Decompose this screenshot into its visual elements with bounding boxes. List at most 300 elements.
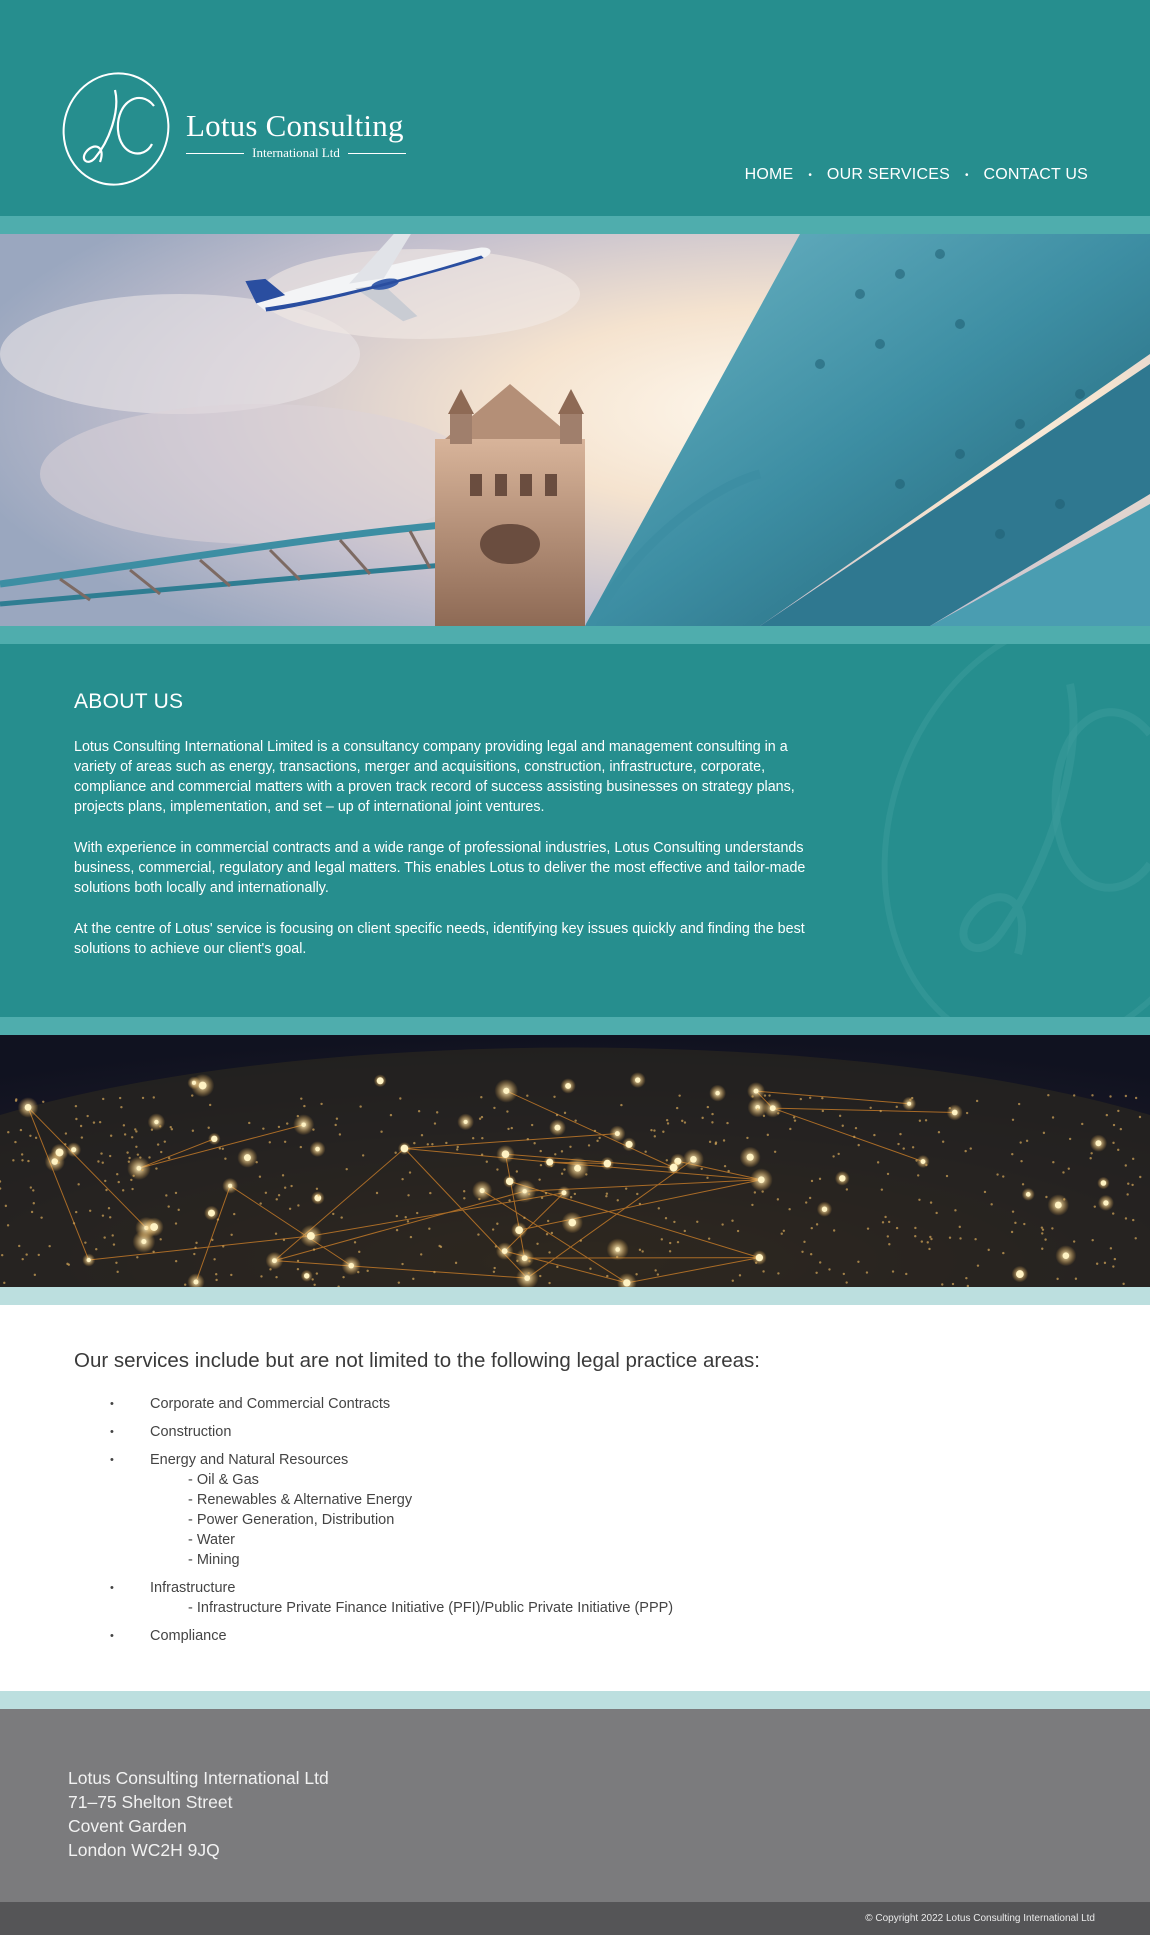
map-dot (556, 1266, 558, 1268)
map-dot (81, 1136, 83, 1138)
map-dot (492, 1228, 494, 1230)
map-dot (768, 1094, 770, 1096)
map-dot (151, 1129, 153, 1131)
divider-band (0, 216, 1150, 234)
map-dot (816, 1223, 818, 1225)
company-address (68, 1766, 329, 1862)
map-dot (783, 1230, 785, 1232)
map-dot (109, 1216, 111, 1218)
map-dot (103, 1236, 105, 1238)
map-dot (548, 1251, 550, 1253)
bullet-icon: • (110, 1454, 114, 1466)
map-dot (809, 1197, 811, 1199)
service-subitem: - Infrastructure Private Finance Initiative (PFI)/Public Private Initiative (PPP) (188, 1600, 674, 1616)
map-dot (949, 1107, 951, 1109)
map-dot (887, 1235, 889, 1237)
map-dot (269, 1141, 271, 1143)
network-node (568, 1219, 576, 1227)
service-label: Compliance (150, 1628, 227, 1644)
map-dot (1135, 1237, 1137, 1239)
map-dot (346, 1168, 348, 1170)
map-dot (684, 1230, 686, 1232)
map-dot (97, 1160, 99, 1162)
map-dot (1112, 1212, 1114, 1214)
map-dot (141, 1169, 143, 1171)
map-dot (570, 1196, 572, 1198)
map-dot (109, 1155, 111, 1157)
map-dot (636, 1193, 638, 1195)
map-dot (777, 1198, 779, 1200)
service-item (110, 1626, 673, 1646)
map-dot (739, 1274, 741, 1276)
map-dot (1056, 1278, 1058, 1280)
map-dot (233, 1213, 235, 1215)
map-dot (1041, 1226, 1043, 1228)
map-dot (1073, 1240, 1075, 1242)
map-dot (153, 1096, 155, 1098)
map-dot (455, 1262, 457, 1264)
map-dot (1125, 1217, 1127, 1219)
map-dot (99, 1121, 101, 1123)
map-dot (966, 1112, 968, 1114)
map-dot (131, 1136, 133, 1138)
map-dot (881, 1188, 883, 1190)
map-dot (282, 1174, 284, 1176)
map-dot (42, 1101, 44, 1103)
map-dot (1026, 1140, 1028, 1142)
map-dot (678, 1094, 680, 1096)
map-dot (126, 1151, 128, 1153)
map-dot (230, 1234, 232, 1236)
map-dot (380, 1131, 382, 1133)
service-subitem: - Renewables & Alternative Energy (188, 1492, 413, 1508)
map-dot (606, 1193, 608, 1195)
map-dot (540, 1164, 542, 1166)
map-dot (666, 1119, 668, 1121)
map-dot (130, 1179, 132, 1181)
map-dot (290, 1185, 292, 1187)
network-node (25, 1104, 32, 1111)
network-node (272, 1258, 277, 1263)
map-dot (803, 1241, 805, 1243)
map-dot (102, 1098, 104, 1100)
map-dot (1091, 1094, 1093, 1096)
map-dot (921, 1240, 923, 1242)
map-dot (259, 1175, 261, 1177)
map-dot (819, 1178, 821, 1180)
map-dot (157, 1143, 159, 1145)
map-dot (7, 1131, 9, 1133)
divider-band (0, 626, 1150, 644)
map-dot (65, 1132, 67, 1134)
address-line: Covent Garden (68, 1816, 187, 1836)
map-dot (120, 1106, 122, 1108)
map-dot (551, 1232, 553, 1234)
map-dot (108, 1207, 110, 1209)
map-dot (709, 1141, 711, 1143)
map-dot (1073, 1094, 1075, 1096)
map-dot (959, 1226, 961, 1228)
map-dot (677, 1241, 679, 1243)
map-dot (104, 1180, 106, 1182)
map-dot (887, 1173, 889, 1175)
network-node (561, 1190, 566, 1195)
map-dot (639, 1249, 641, 1251)
map-dot (721, 1223, 723, 1225)
map-dot (1117, 1149, 1119, 1151)
map-dot (755, 1262, 757, 1264)
map-dot (1063, 1198, 1065, 1200)
map-dot (589, 1268, 591, 1270)
map-dot (915, 1159, 917, 1161)
map-dot (142, 1097, 144, 1099)
network-node (522, 1189, 526, 1193)
map-dot (164, 1140, 166, 1142)
map-dot (822, 1110, 824, 1112)
map-dot (152, 1251, 154, 1253)
map-dot (669, 1250, 671, 1252)
map-dot (1106, 1114, 1108, 1116)
map-dot (884, 1216, 886, 1218)
map-dot (794, 1119, 796, 1121)
network-node (1103, 1200, 1108, 1205)
site-footer (0, 1709, 1150, 1902)
map-dot (574, 1193, 576, 1195)
map-dot (342, 1276, 344, 1278)
map-dot (118, 1181, 120, 1183)
service-subitem: - Oil & Gas (188, 1472, 259, 1488)
map-dot (1012, 1119, 1014, 1121)
map-dot (405, 1216, 407, 1218)
network-node (952, 1110, 958, 1116)
map-dot (66, 1263, 68, 1265)
network-node (506, 1178, 514, 1186)
map-dot (1018, 1103, 1020, 1105)
map-dot (1042, 1229, 1044, 1231)
logo-rule-left (186, 153, 244, 154)
map-dot (434, 1122, 436, 1124)
map-dot (531, 1124, 533, 1126)
map-dot (311, 1278, 313, 1280)
map-dot (135, 1146, 137, 1148)
map-dot (781, 1232, 783, 1234)
map-dot (139, 1156, 141, 1158)
map-dot (833, 1229, 835, 1231)
map-dot (811, 1227, 813, 1229)
map-dot (75, 1105, 77, 1107)
map-dot (401, 1178, 403, 1180)
service-item (110, 1394, 673, 1414)
map-dot (723, 1139, 725, 1141)
about-paragraph: At the centre of Lotus' service is focusing on client specific needs, identifying key issues quickly and finding the best solutions to achieve our client's goal. (74, 921, 805, 957)
map-dot (48, 1245, 50, 1247)
map-dot (928, 1248, 930, 1250)
map-dot (413, 1142, 415, 1144)
services-heading: Our services include but are not limited to the following legal practice areas: (74, 1349, 760, 1372)
nav-contact-us[interactable]: CONTACT US (983, 166, 1088, 183)
bullet-icon: • (110, 1426, 114, 1438)
map-dot (297, 1115, 299, 1117)
map-dot (533, 1142, 535, 1144)
map-dot (412, 1278, 414, 1280)
map-dot (209, 1104, 211, 1106)
map-dot (170, 1126, 172, 1128)
map-dot (115, 1262, 117, 1264)
map-dot (1051, 1227, 1053, 1229)
nav-home[interactable]: HOME (744, 166, 794, 183)
network-link (525, 1258, 760, 1259)
map-dot (317, 1194, 319, 1196)
map-dot (184, 1284, 186, 1286)
map-dot (539, 1275, 541, 1277)
map-dot (580, 1239, 582, 1241)
map-dot (706, 1177, 708, 1179)
network-node (554, 1125, 560, 1131)
map-dot (131, 1188, 133, 1190)
map-dot (211, 1239, 213, 1241)
map-dot (1043, 1132, 1045, 1134)
map-dot (666, 1159, 668, 1161)
map-dot (1052, 1161, 1054, 1163)
map-dot (401, 1263, 403, 1265)
service-subitem: - Water (188, 1532, 235, 1548)
map-dot (1012, 1210, 1014, 1212)
map-dot (754, 1191, 756, 1193)
nav-separator: • (964, 169, 969, 181)
map-dot (260, 1275, 262, 1277)
map-dot (819, 1261, 821, 1263)
map-dot (523, 1217, 525, 1219)
map-dot (905, 1273, 907, 1275)
network-node (503, 1088, 509, 1094)
map-dot (222, 1148, 224, 1150)
map-dot (903, 1147, 905, 1149)
map-dot (20, 1129, 22, 1131)
map-dot (929, 1236, 931, 1238)
map-dot (658, 1207, 660, 1209)
map-dot (949, 1236, 951, 1238)
map-dot (175, 1260, 177, 1262)
map-dot (93, 1121, 95, 1123)
bullet-icon: • (110, 1630, 114, 1642)
map-dot (526, 1095, 528, 1097)
about-section (0, 644, 1150, 1017)
map-dot (866, 1271, 868, 1273)
map-dot (134, 1128, 136, 1130)
map-dot (896, 1106, 898, 1108)
network-node (1016, 1270, 1024, 1278)
map-dot (31, 1211, 33, 1213)
map-dot (527, 1272, 529, 1274)
network-node (193, 1280, 198, 1285)
network-node (56, 1149, 64, 1157)
map-dot (493, 1107, 495, 1109)
map-dot (801, 1251, 803, 1253)
map-dot (119, 1097, 121, 1099)
lc-monogram-logo-icon (60, 70, 172, 188)
network-node (87, 1258, 91, 1262)
map-dot (339, 1133, 341, 1135)
map-dot (394, 1152, 396, 1154)
logo-subtitle: International Ltd (252, 145, 340, 160)
network-node (1055, 1202, 1062, 1209)
about-body (74, 737, 824, 980)
map-dot (278, 1126, 280, 1128)
network-node (756, 1254, 763, 1261)
map-dot (892, 1270, 894, 1272)
service-label: Infrastructure (150, 1580, 236, 1596)
map-dot (262, 1127, 264, 1129)
map-dot (116, 1173, 118, 1175)
map-dot (846, 1188, 848, 1190)
about-heading: ABOUT US (74, 690, 184, 713)
bullet-icon: • (110, 1582, 114, 1594)
divider-band (0, 1691, 1150, 1709)
map-dot (800, 1098, 802, 1100)
map-dot (665, 1217, 667, 1219)
map-dot (1112, 1265, 1114, 1267)
nav-our-services[interactable]: OUR SERVICES (826, 166, 950, 183)
address-line: Lotus Consulting International Ltd (68, 1768, 329, 1788)
map-dot (1127, 1182, 1129, 1184)
map-dot (436, 1111, 438, 1113)
map-dot (853, 1136, 855, 1138)
map-dot (195, 1242, 197, 1244)
map-dot (511, 1127, 513, 1129)
map-dot (137, 1153, 139, 1155)
map-dot (888, 1243, 890, 1245)
map-dot (763, 1115, 765, 1117)
map-dot (354, 1241, 356, 1243)
map-dot (605, 1195, 607, 1197)
map-dot (1023, 1223, 1025, 1225)
network-node (754, 1089, 759, 1094)
map-dot (1139, 1116, 1141, 1118)
map-dot (110, 1135, 112, 1137)
map-dot (842, 1125, 844, 1127)
map-dot (821, 1097, 823, 1099)
map-dot (546, 1233, 548, 1235)
map-dot (496, 1223, 498, 1225)
map-dot (276, 1198, 278, 1200)
map-dot (27, 1160, 29, 1162)
network-node (154, 1120, 158, 1124)
map-dot (727, 1170, 729, 1172)
map-dot (481, 1154, 483, 1156)
map-dot (128, 1161, 130, 1163)
network-node (348, 1263, 354, 1269)
map-dot (191, 1094, 193, 1096)
map-dot (635, 1273, 637, 1275)
map-dot (420, 1253, 422, 1255)
service-subitem: - Power Generation, Distribution (188, 1512, 395, 1528)
map-dot (751, 1095, 753, 1097)
network-node (635, 1077, 640, 1082)
map-dot (480, 1096, 482, 1098)
map-dot (300, 1097, 302, 1099)
map-dot (731, 1220, 733, 1222)
network-node (502, 1248, 508, 1254)
map-dot (248, 1122, 250, 1124)
map-dot (390, 1114, 392, 1116)
bullet-icon: • (110, 1398, 114, 1410)
map-dot (340, 1216, 342, 1218)
map-dot (1104, 1262, 1106, 1264)
map-dot (574, 1119, 576, 1121)
map-dot (925, 1164, 927, 1166)
hero-image-bridge-plane (0, 234, 1150, 626)
map-dot (168, 1157, 170, 1159)
map-dot (855, 1127, 857, 1129)
map-dot (952, 1283, 954, 1285)
map-dot (877, 1161, 879, 1163)
map-dot (585, 1173, 587, 1175)
services-list (110, 1394, 673, 1654)
map-dot (112, 1234, 114, 1236)
map-dot (561, 1150, 563, 1152)
network-node (1063, 1252, 1070, 1259)
map-dot (1011, 1231, 1013, 1233)
map-dot (77, 1183, 79, 1185)
map-dot (421, 1134, 423, 1136)
network-node (1095, 1140, 1101, 1146)
network-node (307, 1232, 315, 1240)
network-node (626, 1141, 633, 1148)
map-dot (616, 1256, 618, 1258)
map-dot (124, 1133, 126, 1135)
network-node (615, 1247, 620, 1252)
map-dot (359, 1105, 361, 1107)
map-dot (1075, 1278, 1077, 1280)
network-node (208, 1210, 215, 1217)
map-dot (427, 1143, 429, 1145)
map-dot (1069, 1138, 1071, 1140)
map-dot (661, 1238, 663, 1240)
network-node (758, 1176, 765, 1183)
map-dot (788, 1208, 790, 1210)
map-dot (316, 1272, 318, 1274)
map-dot (873, 1134, 875, 1136)
map-dot (123, 1124, 125, 1126)
map-dot (297, 1260, 299, 1262)
map-dot (12, 1159, 14, 1161)
map-dot (1044, 1238, 1046, 1240)
map-dot (845, 1281, 847, 1283)
map-dot (178, 1209, 180, 1211)
map-dot (159, 1238, 161, 1240)
map-dot (545, 1192, 547, 1194)
map-dot (777, 1272, 779, 1274)
map-dot (793, 1116, 795, 1118)
map-dot (867, 1227, 869, 1229)
network-node (715, 1091, 719, 1095)
map-dot (396, 1215, 398, 1217)
map-dot (751, 1204, 753, 1206)
map-dot (696, 1221, 698, 1223)
map-dot (917, 1174, 919, 1176)
map-dot (493, 1267, 495, 1269)
map-dot (132, 1175, 134, 1177)
network-node (228, 1184, 232, 1188)
map-dot (1, 1254, 3, 1256)
site-header (0, 0, 1150, 216)
map-dot (312, 1128, 314, 1130)
network-node (502, 1150, 510, 1158)
map-dot (1041, 1232, 1043, 1234)
map-dot (1120, 1128, 1122, 1130)
map-dot (15, 1100, 17, 1102)
map-dot (625, 1187, 627, 1189)
